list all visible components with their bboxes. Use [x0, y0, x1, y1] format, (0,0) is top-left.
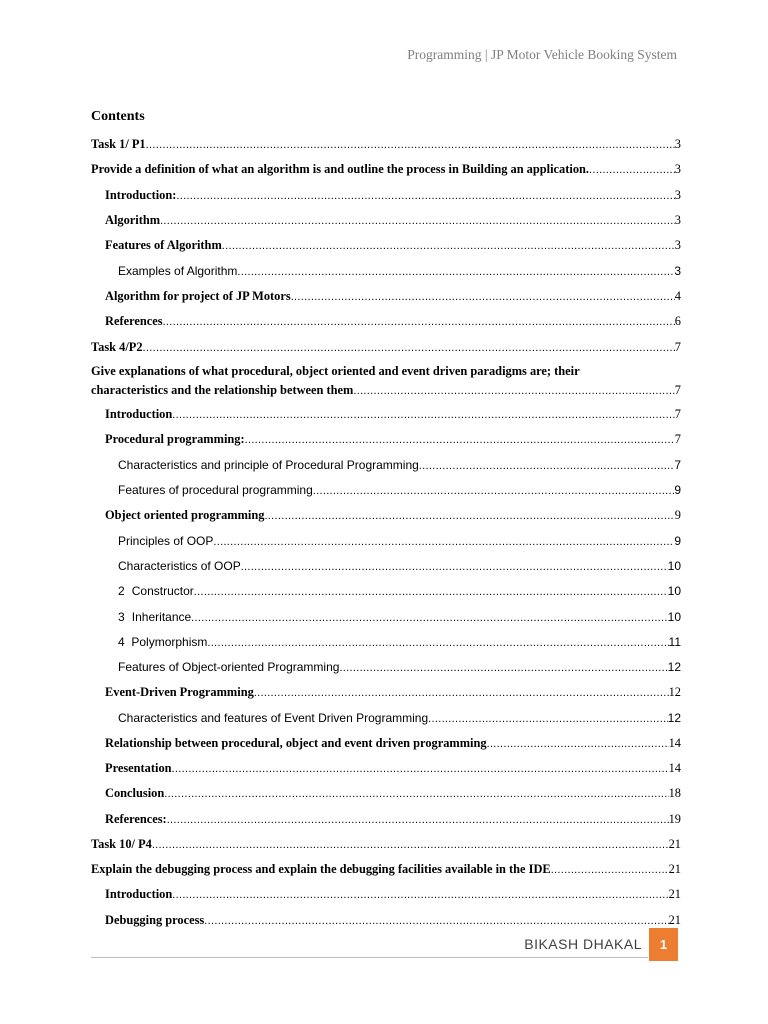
leader-dots [164, 786, 668, 802]
toc-entry-page: 18 [668, 786, 681, 800]
toc-entry-text: Characteristics and principle of Procedural Programming [118, 458, 419, 472]
toc-entry-text: Relationship between procedural, object and event driven programming [105, 736, 487, 750]
toc-entry-text: References [105, 314, 163, 328]
toc-entry-page: 7 [674, 432, 681, 446]
toc-entry-page: 14 [668, 736, 681, 750]
leader-dots [167, 812, 669, 828]
toc-entry-page: 6 [674, 314, 681, 328]
toc-entry-page: 3 [674, 264, 681, 278]
leader-dots [152, 837, 669, 853]
toc-entry-text: References: [105, 812, 167, 826]
toc-entry-introduction[interactable] [105, 187, 681, 204]
leader-dots [264, 508, 674, 524]
running-header: Programming | JP Motor Vehicle Booking System [407, 47, 677, 62]
toc-entry-page: 10 [667, 559, 681, 573]
toc-entry-text: Constructor [131, 584, 194, 598]
toc-entry-page: 7 [674, 407, 681, 421]
toc-entry-page: 21 [668, 862, 681, 876]
leader-dots [163, 314, 675, 330]
leader-dots [191, 610, 667, 626]
toc-entry-oop[interactable] [105, 507, 681, 524]
leader-dots [146, 137, 675, 153]
toc-entry-paradigms[interactable] [91, 363, 681, 399]
leader-dots [172, 887, 668, 903]
toc-entry-examples-of-algorithm[interactable] [118, 263, 681, 280]
toc-entry-event-driven[interactable] [105, 684, 681, 701]
leader-dots [339, 660, 667, 676]
toc-entry-page: 7 [674, 340, 681, 354]
contents-title: Contents [91, 109, 145, 124]
toc-entry-text: Characteristics of OOP [118, 559, 241, 573]
toc-entry-text-line2: characteristics and the relationship between them [91, 383, 354, 397]
toc-entry-page: 14 [668, 761, 681, 775]
leader-dots [143, 340, 675, 356]
toc-entry-task4[interactable] [91, 339, 681, 356]
toc-entry-page: 12 [668, 685, 681, 699]
footer-divider [91, 957, 648, 958]
leader-dots [172, 407, 675, 423]
toc-entry-page: 3 [674, 162, 681, 176]
toc-entry-relationship[interactable] [105, 735, 681, 752]
toc-entry-debugging-process[interactable] [105, 912, 681, 929]
toc-entry-page: 21 [668, 837, 681, 851]
toc-entry-page: 7 [674, 383, 681, 397]
page-number-badge: 1 [649, 928, 678, 961]
toc-entry-text: Procedural programming: [105, 432, 245, 446]
toc-entry-characteristics-procedural[interactable] [118, 457, 681, 474]
toc-entry-page: 3 [674, 188, 681, 202]
toc-entry-page: 10 [667, 610, 681, 624]
toc-entry-text: Features of procedural programming [118, 483, 313, 497]
leader-dots [551, 862, 669, 878]
toc-entry-text: Object oriented programming [105, 508, 265, 522]
toc-entry-number: 3 [118, 610, 125, 624]
toc-entry-page: 9 [674, 483, 681, 497]
leader-dots [213, 534, 674, 550]
toc-entry-text: Features of Algorithm [105, 238, 222, 252]
toc-entry-conclusion[interactable] [105, 785, 681, 802]
toc-entry-number: 2 [118, 584, 125, 598]
toc-entry-text: Features of Object-oriented Programming [118, 660, 340, 674]
toc-entry-task10[interactable] [91, 836, 681, 853]
toc-entry-text: Introduction [105, 407, 173, 421]
toc-entry-text: Explain the debugging process and explain the debugging facilities available in the IDE [91, 862, 551, 876]
toc-entry-text: Algorithm for project of JP Motors [105, 289, 291, 303]
toc-entry-principles-oop[interactable] [118, 533, 681, 550]
leader-dots [589, 162, 675, 178]
toc-entry-inheritance[interactable] [118, 609, 681, 626]
toc-entry-page: 9 [674, 508, 681, 522]
toc-entry-page: 4 [674, 289, 681, 303]
toc-entry-text: Task 4/P2 [91, 340, 143, 354]
toc-entry-references-2[interactable] [105, 811, 681, 828]
toc-entry-page: 3 [674, 137, 681, 151]
toc-entry-references[interactable] [105, 313, 681, 330]
toc-entry-text: Task 10/ P4 [91, 837, 152, 851]
toc-entry-debugging-explain[interactable] [91, 861, 681, 878]
toc-entry-introduction-3[interactable] [105, 886, 681, 903]
toc-entry-page: 12 [667, 711, 681, 725]
leader-dots [237, 264, 674, 280]
toc-entry-characteristics-oop[interactable] [118, 558, 681, 575]
toc-entry-page: 9 [674, 534, 681, 548]
toc-entry-text: Introduction: [105, 188, 177, 202]
toc-entry-page: 7 [674, 458, 681, 472]
leader-dots [428, 711, 668, 727]
toc-entry-text-line1: Give explanations of what procedural, object oriented and event driven paradigms are; their [91, 364, 580, 378]
toc-entry-introduction-2[interactable] [105, 406, 681, 423]
toc-entry-task1[interactable] [91, 136, 681, 153]
leader-dots [176, 188, 674, 204]
leader-dots [194, 584, 668, 600]
toc-entry-algorithm[interactable] [105, 212, 681, 229]
toc-entry-characteristics-event-driven[interactable] [118, 710, 681, 727]
leader-dots [313, 483, 675, 499]
toc-entry-features-of-algorithm[interactable] [105, 237, 681, 254]
toc-entry-text: Provide a definition of what an algorithm is and outline the process in Building an application. [91, 162, 589, 176]
leader-dots [254, 685, 669, 701]
toc-entry-procedural-programming[interactable] [105, 431, 681, 448]
toc-entry-presentation[interactable] [105, 760, 681, 777]
toc-entry-page: 11 [668, 635, 681, 649]
leader-dots [353, 383, 674, 399]
toc-entry-text: Introduction [105, 887, 173, 901]
leader-dots [172, 761, 669, 777]
toc-entry-page: 3 [674, 238, 681, 252]
toc-entry-text: Task 1/ P1 [91, 137, 146, 151]
toc-entry-text: Debugging process [105, 913, 205, 927]
toc-entry-text: Examples of Algorithm [118, 264, 238, 278]
toc-entry-features-procedural[interactable] [118, 482, 681, 499]
leader-dots [487, 736, 669, 752]
leader-dots [245, 432, 675, 448]
toc-entry-text: Algorithm [105, 213, 161, 227]
toc-entry-page: 12 [667, 660, 681, 674]
toc-entry-text: Event-Driven Programming [105, 685, 254, 699]
toc-entry-features-oop[interactable] [118, 659, 681, 676]
toc-entry-algorithm-jp-motors[interactable] [105, 288, 681, 305]
leader-dots [241, 559, 668, 575]
leader-dots [419, 458, 675, 474]
leader-dots [160, 213, 675, 229]
toc-entry-page: 21 [668, 887, 681, 901]
toc-entry-page: 21 [668, 913, 681, 927]
toc-entry-text: Presentation [105, 761, 172, 775]
leader-dots [222, 238, 675, 254]
toc-entry-page: 3 [674, 213, 681, 227]
toc-entry-text: Principles of OOP [118, 534, 214, 548]
leader-dots [291, 289, 675, 305]
toc-entry-page: 19 [668, 812, 681, 826]
toc-entry-polymorphism[interactable] [118, 634, 681, 651]
toc-entry-algorithm-definition[interactable] [91, 161, 681, 178]
leader-dots [207, 635, 668, 651]
toc-entry-constructor[interactable] [118, 583, 681, 600]
footer-author: BIKASH DHAKAL [524, 936, 642, 952]
toc-entry-page: 10 [667, 584, 681, 598]
toc-entry-text: Polymorphism [131, 635, 208, 649]
toc-entry-number: 4 [118, 635, 125, 649]
toc-entry-text: Characteristics and features of Event Driven Programming [118, 711, 429, 725]
leader-dots [204, 913, 668, 929]
toc-entry-text: Conclusion [105, 786, 165, 800]
toc-entry-text: Inheritance [131, 610, 192, 624]
